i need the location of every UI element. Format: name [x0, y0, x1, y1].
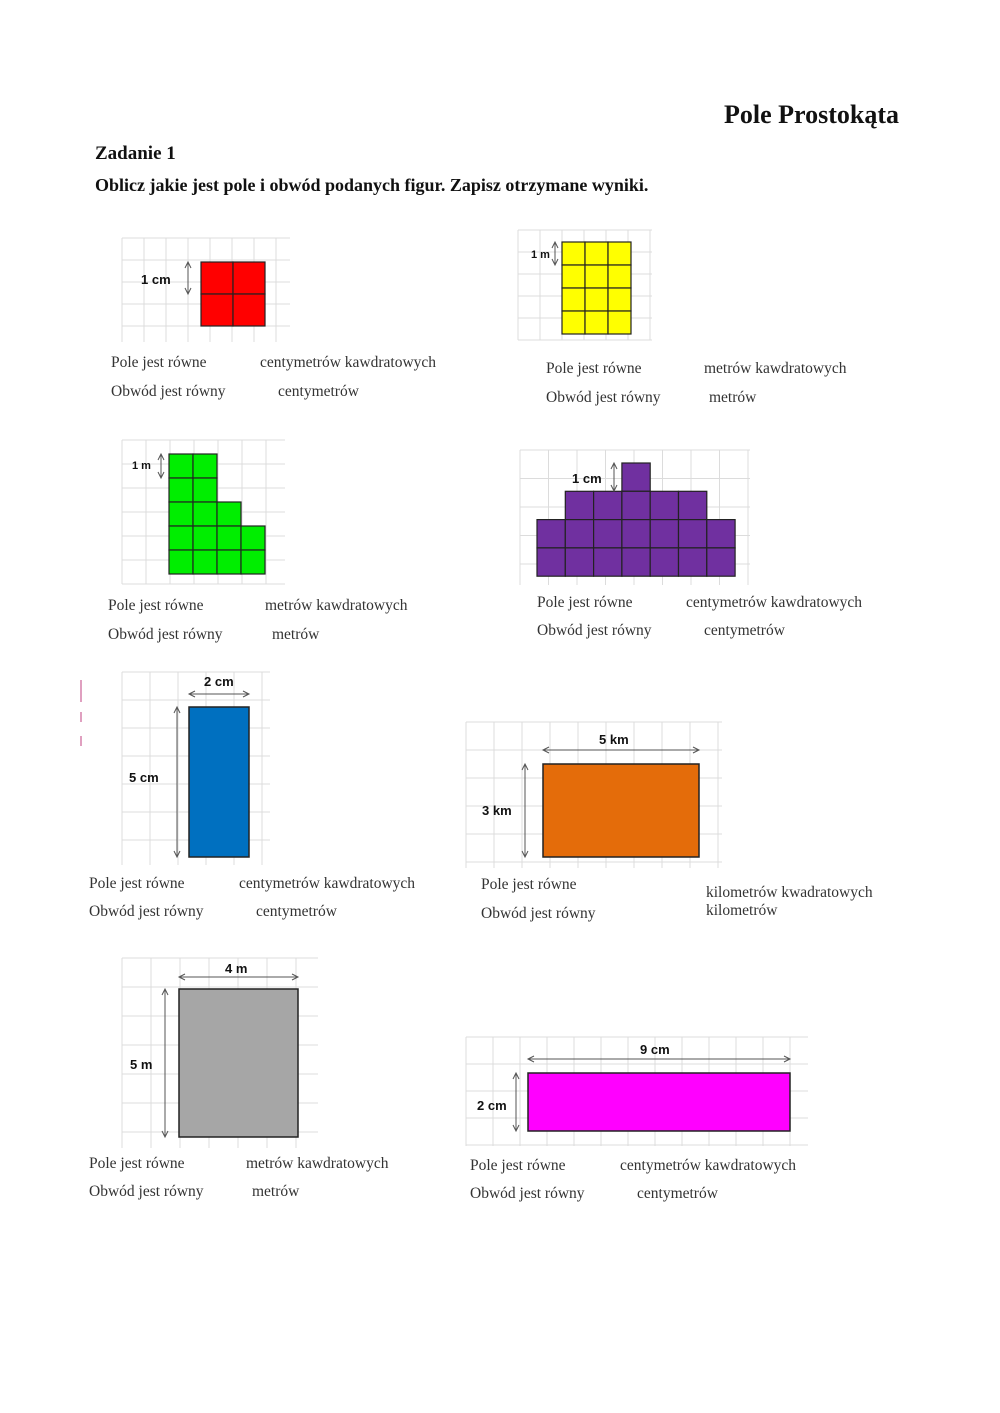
dimension-label-height: 2 cm — [477, 1098, 507, 1113]
shape-cell — [562, 242, 585, 265]
shape-cell — [562, 265, 585, 288]
shape-cell — [565, 520, 593, 548]
perimeter-unit: centymetrów — [704, 622, 785, 639]
side-mark — [80, 712, 82, 722]
shape-cell — [193, 502, 217, 526]
shape-cell — [622, 520, 650, 548]
perimeter-label: Obwód jest równy — [111, 383, 226, 400]
dimension-label-width: 2 cm — [204, 674, 234, 689]
dimension-label: 1 cm — [141, 272, 171, 287]
shape-cell — [594, 548, 622, 576]
dimension-label-width: 5 km — [599, 732, 629, 747]
shape-cell — [193, 454, 217, 478]
area-unit: centymetrów kawdratowych — [686, 594, 863, 611]
shape-cell — [562, 288, 585, 311]
area-label: Pole jest równe — [89, 875, 185, 892]
shape-rect — [543, 764, 699, 857]
shape-cell — [650, 491, 678, 519]
perimeter-label: Obwód jest równy — [108, 626, 223, 643]
perimeter-label: Obwód jest równy — [481, 905, 596, 922]
shape-cell — [241, 550, 265, 574]
shape-cell — [562, 311, 585, 334]
shape-cell — [707, 520, 735, 548]
area-unit: centymetrów kawdratowych — [260, 354, 437, 371]
area-label: Pole jest równe — [481, 876, 577, 893]
dimension-label-width: 9 cm — [640, 1042, 670, 1057]
shape-cell — [679, 520, 707, 548]
area-label: Pole jest równe — [108, 597, 204, 614]
area-label: Pole jest równe — [546, 360, 642, 377]
side-mark — [80, 680, 82, 702]
shape-cell — [650, 548, 678, 576]
shape-cell — [622, 548, 650, 576]
shape-cell — [537, 520, 565, 548]
shape-cell — [707, 548, 735, 576]
dimension-label-height: 5 m — [130, 1057, 153, 1072]
shape-cell — [585, 288, 608, 311]
area-label: Pole jest równe — [470, 1157, 566, 1174]
perimeter-unit: metrów — [709, 389, 757, 406]
shape-cell — [565, 548, 593, 576]
shape-cell — [537, 548, 565, 576]
area-label: Pole jest równe — [537, 594, 633, 611]
perimeter-unit: centymetrów — [278, 383, 359, 400]
shape-cell — [169, 502, 193, 526]
dimension-label-height: 3 km — [482, 803, 512, 818]
area-unit: centymetrów kawdratowych — [239, 875, 416, 892]
dimension-label: 1 m — [132, 460, 151, 472]
shape-cell — [585, 265, 608, 288]
perimeter-unit: centymetrów — [256, 903, 337, 920]
shape-cell — [608, 265, 631, 288]
perimeter-label: Obwód jest równy — [89, 903, 204, 920]
perimeter-unit: kilometrów — [706, 902, 778, 919]
shape-cell — [622, 491, 650, 519]
dimension-label-height: 5 cm — [129, 770, 159, 785]
dimension-label-width: 4 m — [225, 961, 248, 976]
shape-cell — [241, 526, 265, 550]
shape-rect — [179, 989, 298, 1137]
perimeter-label: Obwód jest równy — [470, 1185, 585, 1202]
shape-cell — [169, 454, 193, 478]
shape-cell — [622, 463, 650, 491]
shape-cell — [193, 478, 217, 502]
shape-cell — [217, 550, 241, 574]
shape-cell — [585, 311, 608, 334]
shape-cell — [217, 526, 241, 550]
shape-cell — [217, 502, 241, 526]
dimension-label: 1 m — [531, 249, 550, 261]
perimeter-label: Obwód jest równy — [89, 1183, 204, 1200]
area-unit: centymetrów kawdratowych — [620, 1157, 797, 1174]
shape-cell — [679, 548, 707, 576]
shape-cell — [193, 550, 217, 574]
shape-cell — [233, 294, 265, 326]
shape-cell — [565, 491, 593, 519]
perimeter-label: Obwód jest równy — [546, 389, 661, 406]
area-unit: metrów kawdratowych — [246, 1155, 389, 1172]
area-label: Pole jest równe — [111, 354, 207, 371]
shape-cell — [201, 294, 233, 326]
area-unit: metrów kawdratowych — [704, 360, 847, 377]
perimeter-unit: metrów — [252, 1183, 300, 1200]
shape-cell — [169, 550, 193, 574]
shape-cell — [594, 520, 622, 548]
perimeter-unit: centymetrów — [637, 1185, 718, 1202]
shape-cell — [594, 491, 622, 519]
shape-cell — [585, 242, 608, 265]
shape-cell — [169, 526, 193, 550]
task-instruction: Oblicz jakie jest pole i obwód podanych figur. Zapisz otrzymane wyniki. — [95, 175, 649, 195]
area-unit: kilometrów kwadratowych — [706, 884, 873, 901]
shape-cell — [233, 262, 265, 294]
shape-cell — [650, 520, 678, 548]
perimeter-unit: metrów — [272, 626, 320, 643]
area-label: Pole jest równe — [89, 1155, 185, 1172]
shape-rect — [189, 707, 249, 857]
shape-cell — [608, 311, 631, 334]
task-number: Zadanie 1 — [95, 143, 176, 164]
shape-cell — [608, 288, 631, 311]
side-mark — [80, 736, 82, 746]
page-title: Pole Prostokąta — [724, 100, 899, 129]
shape-rect — [528, 1073, 790, 1131]
shape-cell — [608, 242, 631, 265]
area-unit: metrów kawdratowych — [265, 597, 408, 614]
shape-cell — [193, 526, 217, 550]
shape-cell — [169, 478, 193, 502]
dimension-label: 1 cm — [572, 471, 602, 486]
shape-cell — [679, 491, 707, 519]
shape-cell — [201, 262, 233, 294]
perimeter-label: Obwód jest równy — [537, 622, 652, 639]
